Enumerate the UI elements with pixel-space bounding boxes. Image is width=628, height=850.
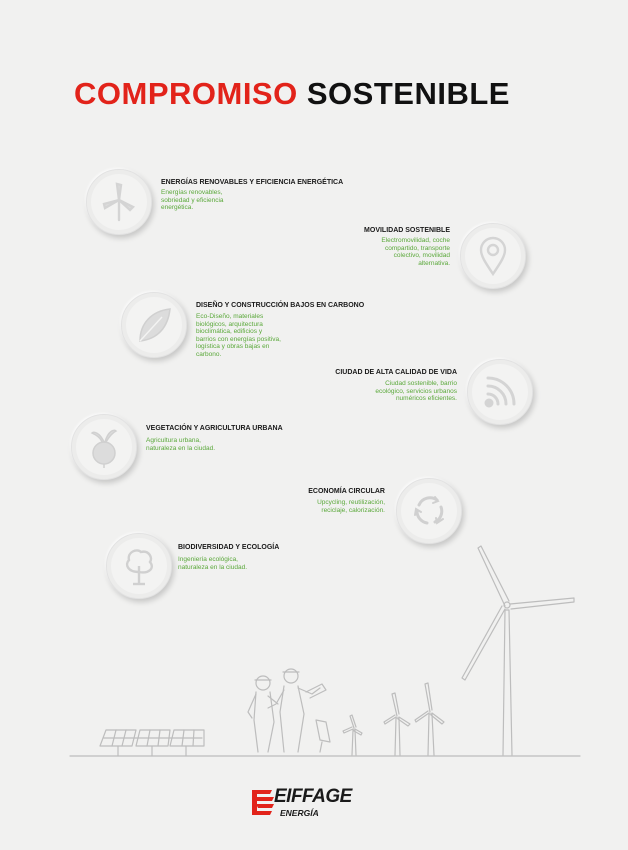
item-heading: ECONOMÍA CIRCULAR — [308, 488, 385, 495]
logo-subtitle: ENERGÍA — [280, 808, 319, 818]
title-part-black: SOSTENIBLE — [306, 76, 510, 111]
item-heading: CIUDAD DE ALTA CALIDAD DE VIDA — [335, 369, 457, 376]
item-description: Ingeniería ecológica, naturaleza en la ciudad. — [178, 556, 248, 571]
item-heading: ENERGÍAS RENOVABLES Y EFICIENCIA ENERGÉTICA — [161, 179, 344, 186]
item-description: Energías renovables, sobriedad y eficiencia energética. — [161, 189, 224, 212]
item-description: Upcycling, reutilización, reciclaje, calorización. — [317, 499, 385, 514]
item-description: Eco-Diseño, materiales biológicos, arquitectura bioclimática, edificios y barrios con energías positiva, logística y obras bajas en carbono. — [196, 313, 281, 358]
title-part-red: COMPROMISO — [74, 76, 298, 111]
item-heading: MOVILIDAD SOSTENIBLE — [364, 227, 450, 234]
item-heading: DISEÑO Y CONSTRUCCIÓN BAJOS EN CARBONO — [196, 302, 365, 309]
item-description: Electromovilidad, coche compartido, transporte colectivo, movilidad alternativa. — [381, 237, 450, 267]
item-heading: BIODIVERSIDAD Y ECOLOGÍA — [178, 544, 280, 551]
item-description: Ciudad sostenible, barrio ecológico, servicios urbanos numéricos eficientes. — [375, 380, 457, 403]
logo-name: EIFFAGE — [274, 786, 352, 807]
item-heading: VEGETACIÓN Y AGRICULTURA URBANA — [146, 425, 283, 432]
item-description: Agricultura urbana, naturaleza en la ciudad. — [146, 437, 216, 452]
